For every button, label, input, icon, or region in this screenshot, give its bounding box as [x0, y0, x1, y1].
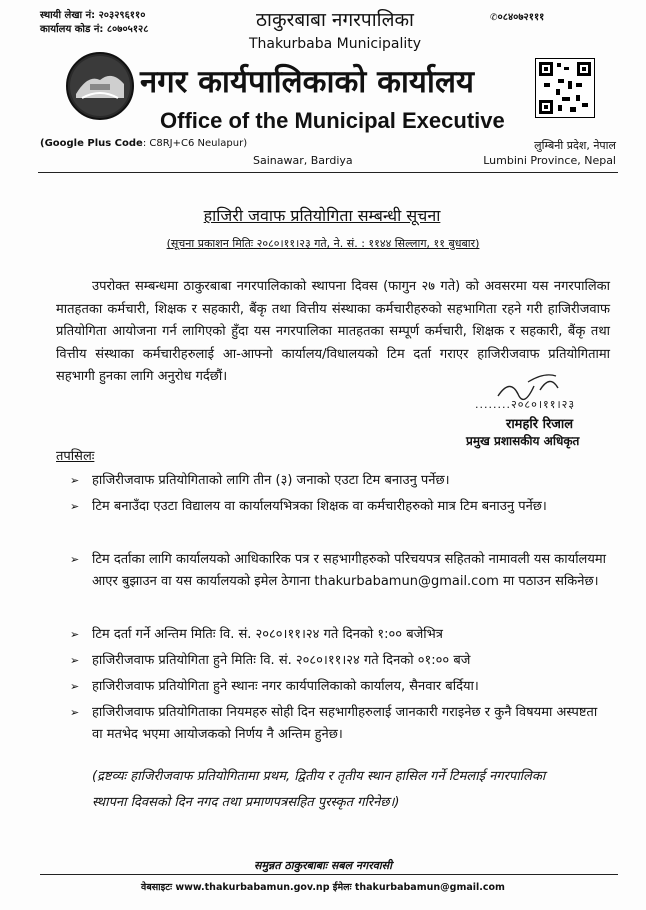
list-item: ➢ टिम दर्ता गर्ने अन्तिम मितिः वि. सं. २०८०।११।२४ गते दिनको १:०० बजेभित्र [70, 624, 610, 646]
phone-icon: ✆ [490, 13, 498, 23]
arrow-icon: ➢ [70, 474, 80, 487]
signature-date: ........२०८०।११।२३ [475, 398, 576, 411]
notice-title: हाजिरी जवाफ प्रतियोगिता सम्बन्धी सूचना [203, 206, 441, 225]
arrow-icon: ➢ [70, 680, 80, 693]
arrow-icon: ➢ [70, 553, 80, 566]
header-divider [38, 172, 618, 173]
office-name-np: नगर कार्यपालिकाको कार्यालय [140, 64, 474, 100]
footer-contact: वेबसाइटः www.thakurbabamun.gov.np ईमेलः thakurbabamun@gmail.com [141, 882, 505, 893]
footer-slogan: समुन्नत ठाकुरबाबाः सबल नगरवासी [254, 859, 392, 872]
list-item: ➢ हाजिरीजवाफ प्रतियोगिताको लागि तीन (३) जनाको एउटा टिम बनाउनु पर्नेछ। [70, 470, 610, 492]
list-item: ➢ टिम दर्ताका लागि कार्यालयको आधिकारिक पत्र र सहभागीहरुको परिचयपत्र सहितको नामावली यस कार्यालयमा आएर बुझाउन वा यस कार्यालयको इमेल ठेगाना thakurbabamun@gmail.com मा पठाउन सकिनेछ। [70, 549, 610, 593]
municipality-logo [66, 52, 134, 120]
province-np: लुम्बिनी प्रदेश, नेपाल [534, 139, 616, 152]
list-item: ➢ हाजिरीजवाफ प्रतियोगिता हुने स्थानः नगर कार्यपालिकाको कार्यालय, सैनवार बर्दिया। [70, 676, 610, 698]
pan-number: स्थायी लेखा नं: २०३२९६११० [40, 10, 146, 21]
arrow-icon: ➢ [70, 706, 80, 719]
notice-body: उपरोक्त सम्बन्धमा ठाकुरबाबा नगरपालिकाको स्थापना दिवस (फागुन २७ गते) को अवसरमा यस नगरपालिका मातहतका कर्मचारी, शिक्षक र सहकारी, बैंकृ तथा वित्तीय संस्थाका कर्मचारीहरुको सहभागिता रहने गरी हाजिरीजवाफ प्रतियोगिता आयोजना गर्न लागिएको हुँदा यस नगरपालिका मातहतका सम्पूर्ण कर्मचारी, शिक्षक र सहकारी, बैंकृ तथा वित्तीय संस्थाका कर्मचारीहरुलाई आ-आफ्नो कार्यालय/विधालयको टिम दर्ता गराएर हाजिरीजवाफ प्रतियोगितामा सहभागी हुनका लागि अनुरोध गर्दछौं। [56, 279, 610, 384]
qr-code [535, 58, 595, 118]
arrow-icon: ➢ [70, 500, 80, 513]
plus-code: (Google Plus Code: C8RJ+C6 Neulapur) [40, 138, 248, 149]
footer-divider [40, 874, 618, 875]
office-code: कार्यालय कोड नं: ८०७०५१२८ [40, 24, 149, 35]
arrow-icon: ➢ [70, 654, 80, 667]
municipality-name-np: ठाकुरबाबा नगरपालिका [256, 9, 414, 31]
arrow-icon: ➢ [70, 628, 80, 641]
publish-date: (सूचना प्रकाशन मितिः २०८०।११।२३ गते, ने. सं. : ११४४ सिल्लाग, ११ बुधबार) [166, 237, 480, 250]
note: (द्रष्टव्यः हाजिरीजवाफ प्रतियोगितामा प्रथम, द्वितीय र तृतीय स्थान हासिल गर्ने टिमलाई नगरपालिका स्थापना दिवसको दिन नगद तथा प्रमाणपत्रसहित पुरस्कृत गरिनेछ।) [92, 769, 546, 810]
signatory-title: प्रमुख प्रशासकीय अधिकृत [466, 434, 580, 448]
municipality-name-en: Thakurbaba Municipality [248, 36, 421, 52]
phone-number: ✆०८४०७२१११ [490, 12, 545, 23]
list-item: ➢ टिम बनाउँदा एउटा विद्यालय वा कार्यालयभित्रका शिक्षक वा कर्मचारीहरुको मात्र टिम बनाउनु पर्नेछ। [70, 496, 610, 518]
list-item: ➢ हाजिरीजवाफ प्रतियोगिताका नियमहरु सोही दिन सहभागीहरुलाई जानकारी गराइनेछ र कुनै विषयमा अस्पष्टता वा मतभेद भएमा आयोजकको निर्णय नै अन्तिम हुनेछ। [70, 702, 610, 746]
list-item: ➢ हाजिरीजवाफ प्रतियोगिता हुने मितिः वि. सं. २०८०।११।२४ गते दिनको ०१:०० बजे [70, 650, 610, 672]
office-name-en: Office of the Municipal Executive [160, 108, 505, 133]
province-en: Lumbini Province, Nepal [483, 154, 616, 167]
signatory-name: रामहरि रिजाल [506, 417, 574, 432]
details-label: तपसिलः [56, 449, 95, 464]
location: Sainawar, Bardiya [253, 154, 353, 167]
